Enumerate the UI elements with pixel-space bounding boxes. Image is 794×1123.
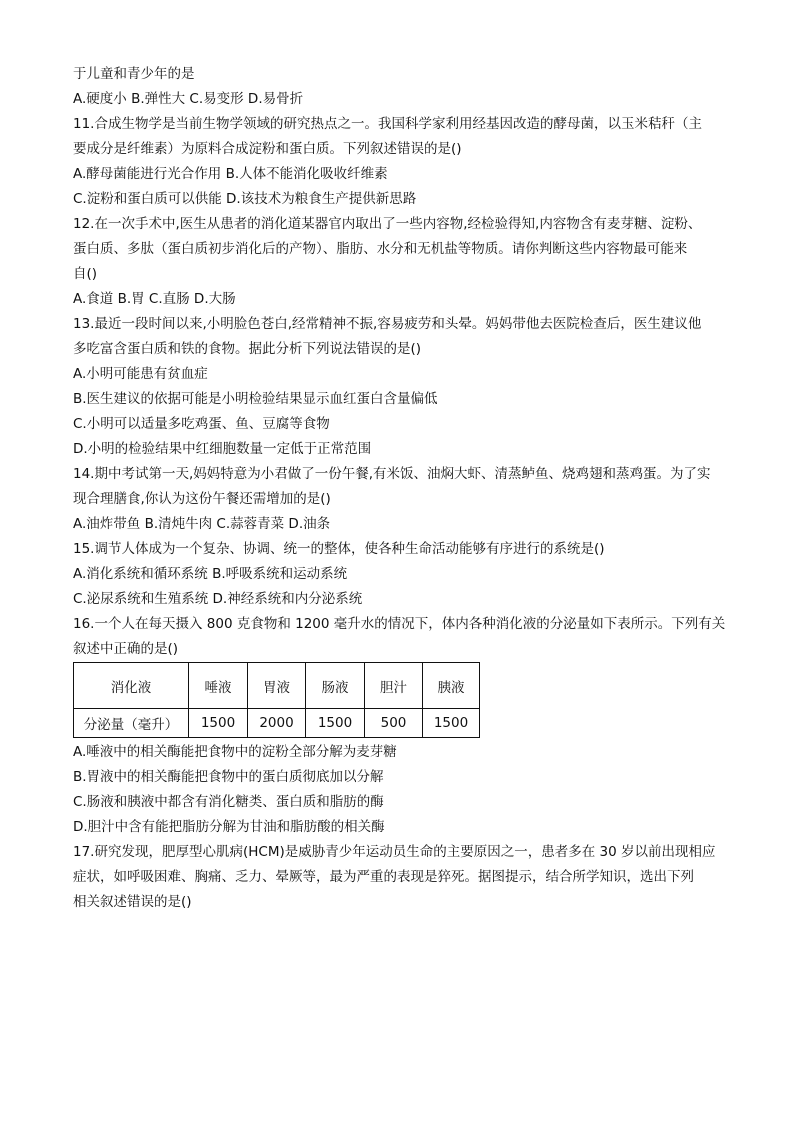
table-cell: 1500: [189, 709, 248, 738]
answer-option-d: D.小明的检验结果中红细胞数量一定低于正常范围: [73, 441, 372, 457]
table-cell: 500: [365, 709, 423, 738]
table-header-row: [74, 663, 480, 709]
answer-option-b: B.胃液中的相关酶能把食物中的蛋白质彻底加以分解: [73, 769, 384, 785]
question-14-stem: 14.期中考试第一天,妈妈特意为小君做了一份午餐,有米饭、油焖大虾、清蒸鲈鱼、烧鸡翅和蒸鸡蛋。为了实: [73, 466, 711, 482]
text-block-top: [73, 62, 726, 662]
answer-options: A.酵母菌能进行光合作用 B.人体不能消化吸收纤维素: [73, 166, 388, 182]
question-11-stem-cont: 要成分是纤维素）为原料合成淀粉和蛋白质。下列叙述错误的是(): [73, 141, 462, 157]
answer-option-b: B.医生建议的依据可能是小明检验结果显示血红蛋白含量偏低: [73, 391, 438, 407]
question-17-stem: 17.研究发现，肥厚型心肌病(HCM)是威胁青少年运动员生命的主要原因之一，患者多在 30 岁以前出现相应: [73, 844, 716, 860]
question-16-stem-cont: 叙述中正确的是(): [73, 641, 179, 657]
answer-options: A.食道 B.胃 C.直肠 D.大肠: [73, 291, 236, 307]
question-16-stem: 16.一个人在每天摄入 800 克食物和 1200 毫升水的情况下，体内各种消化液的分泌量如下表所示。下列有关: [73, 616, 726, 632]
question-17-stem-cont: 症状，如呼吸困难、胸痛、乏力、晕厥等，最为严重的表现是猝死。据图提示，结合所学知识，选出下列: [73, 869, 694, 885]
answer-option-a: A.唾液中的相关酶能把食物中的淀粉全部分解为麦芽糖: [73, 744, 397, 760]
answer-option-d: D.胆汁中含有能把脂肪分解为甘油和脂肪酸的相关酶: [73, 819, 385, 835]
table-cell: 分泌量（毫升）: [74, 709, 189, 738]
table-cell: 1500: [423, 709, 480, 738]
answer-options: C.淀粉和蛋白质可以供能 D.该技术为粮食生产提供新思路: [73, 191, 417, 207]
table-cell: 1500: [306, 709, 365, 738]
table-header-cell: 胆汁: [365, 663, 423, 709]
question-12-stem-cont: 蛋白质、多肽（蛋白质初步消化后的产物）、脂肪、水分和无机盐等物质。请你判断这些内容物最可能来: [73, 241, 688, 257]
table-header-cell: 消化液: [74, 663, 189, 709]
table-row: [74, 709, 480, 738]
text-block-bottom: [73, 740, 723, 915]
table-header-cell: 肠液: [306, 663, 365, 709]
question-14-stem-cont: 现合理膳食,你认为这份午餐还需增加的是(): [73, 491, 331, 507]
secretion-table: [73, 662, 480, 738]
answer-options: A.油炸带鱼 B.清炖牛肉 C.蒜蓉青菜 D.油条: [73, 516, 331, 532]
text-line: 于儿童和青少年的是: [73, 66, 195, 82]
table-header-cell: 胃液: [248, 663, 306, 709]
question-15-stem: 15.调节人体成为一个复杂、协调、统一的整体，使各种生命活动能够有序进行的系统是(): [73, 541, 605, 557]
question-13-stem: 13.最近一段时间以来,小明脸色苍白,经常精神不振,容易疲劳和头晕。妈妈带他去医院检查后，医生建议他: [73, 316, 702, 332]
table-cell: 2000: [248, 709, 306, 738]
question-13-stem-cont: 多吃富含蛋白质和铁的食物。据此分析下列说法错误的是(): [73, 341, 422, 357]
table-header-cell: 唾液: [189, 663, 248, 709]
question-12-stem-cont: 自(): [73, 266, 98, 282]
document-page: [73, 62, 726, 915]
question-11-stem: 11.合成生物学是当前生物学领域的研究热点之一。我国科学家利用经基因改造的酵母菌，以玉米秸秆（主: [73, 116, 702, 132]
question-17-stem-cont: 相关叙述错误的是(): [73, 894, 192, 910]
answer-options: C.泌尿系统和生殖系统 D.神经系统和内分泌系统: [73, 591, 363, 607]
answer-option-c: C.小明可以适量多吃鸡蛋、鱼、豆腐等食物: [73, 416, 330, 432]
answer-option-a: A.小明可能患有贫血症: [73, 366, 208, 382]
answer-option-c: C.肠液和胰液中都含有消化糖类、蛋白质和脂肪的酶: [73, 794, 384, 810]
table-header-cell: 胰液: [423, 663, 480, 709]
answer-options: A.硬度小 B.弹性大 C.易变形 D.易骨折: [73, 91, 304, 107]
answer-options: A.消化系统和循环系统 B.呼吸系统和运动系统: [73, 566, 348, 582]
question-12-stem: 12.在一次手术中,医生从患者的消化道某器官内取出了一些内容物,经检验得知,内容物含有麦芽糖、淀粉、: [73, 216, 702, 232]
